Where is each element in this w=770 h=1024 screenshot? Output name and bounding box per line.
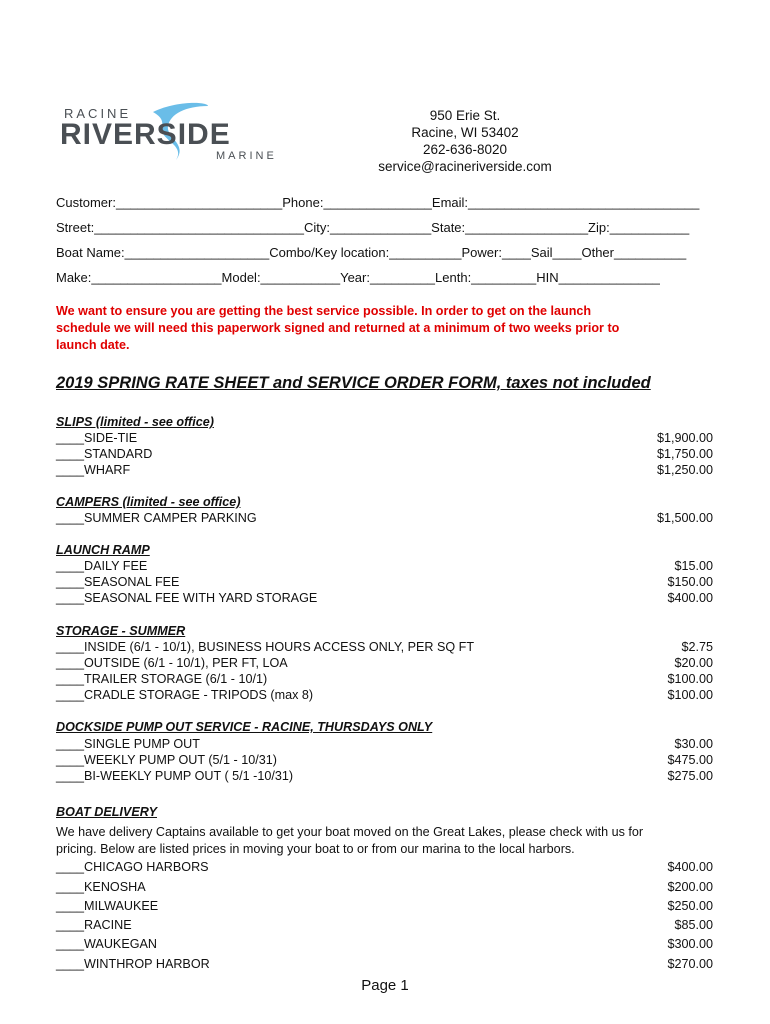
section-heading-launch-ramp: LAUNCH RAMP <box>56 543 150 557</box>
line-item-label[interactable]: ____SINGLE PUMP OUT <box>56 737 200 751</box>
form-line-make[interactable]: Make:__________________Model:___________Year:_________Lenth:_________HIN______________ <box>56 270 660 285</box>
logo-word-riverside: RIVERSIDE <box>60 118 231 151</box>
line-item-price: $30.00 <box>674 737 713 751</box>
contact-email[interactable]: service@racineriverside.com <box>378 159 552 174</box>
contact-phone: 262-636-8020 <box>422 142 508 157</box>
contact-block <box>360 107 570 175</box>
line-item-price: $85.00 <box>674 918 713 932</box>
section-heading-storage: STORAGE - SUMMER <box>56 624 186 638</box>
line-item-price: $1,500.00 <box>656 511 713 525</box>
line-item-label[interactable]: ____DAILY FEE <box>56 559 148 573</box>
company-logo <box>58 100 298 162</box>
line-item-label[interactable]: ____OUTSIDE (6/1 - 10/1), PER FT, LOA <box>56 656 288 670</box>
line-item-price: $300.00 <box>667 937 713 951</box>
line-item-price: $1,900.00 <box>656 431 713 445</box>
line-item-label[interactable]: ____INSIDE (6/1 - 10/1), BUSINESS HOURS ACCESS ONLY, PER SQ FT <box>56 640 475 654</box>
contact-city: Racine, WI 53402 <box>411 125 519 140</box>
line-item-price: $2.75 <box>681 640 713 654</box>
line-item-label[interactable]: ____KENOSHA <box>56 880 146 894</box>
logo-word-racine: RACINE <box>64 106 132 121</box>
line-item-label[interactable]: ____STANDARD <box>56 447 153 461</box>
form-line-customer[interactable]: Customer:_______________________Phone:_______________Email:________________________________ <box>56 195 700 210</box>
delivery-description: We have delivery Captains available to get your boat moved on the Great Lakes, please check with us for pricing. Below are listed prices in moving your boat to or from our marina to the local harbors. <box>56 825 644 856</box>
line-item-label[interactable]: ____CHICAGO HARBORS <box>56 860 209 874</box>
line-item-price: $150.00 <box>667 575 713 589</box>
line-item-label[interactable]: ____WAUKEGAN <box>56 937 158 951</box>
line-item-price: $20.00 <box>674 656 713 670</box>
line-item-label[interactable]: ____WHARF <box>56 463 131 477</box>
line-item-price: $400.00 <box>667 860 713 874</box>
line-item-price: $100.00 <box>667 688 713 702</box>
form-line-address[interactable]: Street:_____________________________City:______________State:_________________Zip:___________ <box>56 220 690 235</box>
line-item-price: $475.00 <box>667 753 713 767</box>
line-item-label[interactable]: ____SEASONAL FEE <box>56 575 180 589</box>
contact-street: 950 Erie St. <box>429 108 501 123</box>
line-item-price: $270.00 <box>667 957 713 971</box>
line-item-label[interactable]: ____SEASONAL FEE WITH YARD STORAGE <box>56 591 318 605</box>
line-item-price: $250.00 <box>667 899 713 913</box>
line-item-price: $1,750.00 <box>656 447 713 461</box>
line-item-price: $200.00 <box>667 880 713 894</box>
line-item-label[interactable]: ____WINTHROP HARBOR <box>56 957 210 971</box>
page-title: 2019 SPRING RATE SHEET and SERVICE ORDER FORM, taxes not included <box>56 374 651 392</box>
line-item-price: $1,250.00 <box>656 463 713 477</box>
line-item-label[interactable]: ____WEEKLY PUMP OUT (5/1 - 10/31) <box>56 753 277 767</box>
section-heading-campers: CAMPERS (limited - see office) <box>56 495 241 509</box>
section-heading-pump-out: DOCKSIDE PUMP OUT SERVICE - RACINE, THURSDAYS ONLY <box>56 720 433 734</box>
line-item-label[interactable]: ____TRAILER STORAGE (6/1 - 10/1) <box>56 672 268 686</box>
line-item-label[interactable]: ____MILWAUKEE <box>56 899 159 913</box>
line-item-label[interactable]: ____BI-WEEKLY PUMP OUT ( 5/1 -10/31) <box>56 769 294 783</box>
page-number: Page 1 <box>361 977 409 994</box>
line-item-label[interactable]: ____SUMMER CAMPER PARKING <box>56 511 257 525</box>
riverside-logo-graphic <box>58 100 298 162</box>
section-heading-boat-delivery: BOAT DELIVERY <box>56 805 157 819</box>
line-item-price: $400.00 <box>667 591 713 605</box>
line-item-price: $275.00 <box>667 769 713 783</box>
form-line-boat[interactable]: Boat Name:____________________Combo/Key location:__________Power:____Sail____Other__________ <box>56 245 687 260</box>
line-item-price: $15.00 <box>674 559 713 573</box>
line-item-label[interactable]: ____CRADLE STORAGE - TRIPODS (max 8) <box>56 688 314 702</box>
logo-word-marine: MARINE <box>216 150 277 162</box>
section-heading-slips: SLIPS (limited - see office) <box>56 415 214 429</box>
line-item-label[interactable]: ____RACINE <box>56 918 132 932</box>
line-item-label[interactable]: ____SIDE-TIE <box>56 431 138 445</box>
schedule-notice: We want to ensure you are getting the best service possible. In order to get on the launch schedule we will need this paperwork signed and returned at a minimum of two weeks prior to launch date. <box>56 304 620 352</box>
line-item-price: $100.00 <box>667 672 713 686</box>
